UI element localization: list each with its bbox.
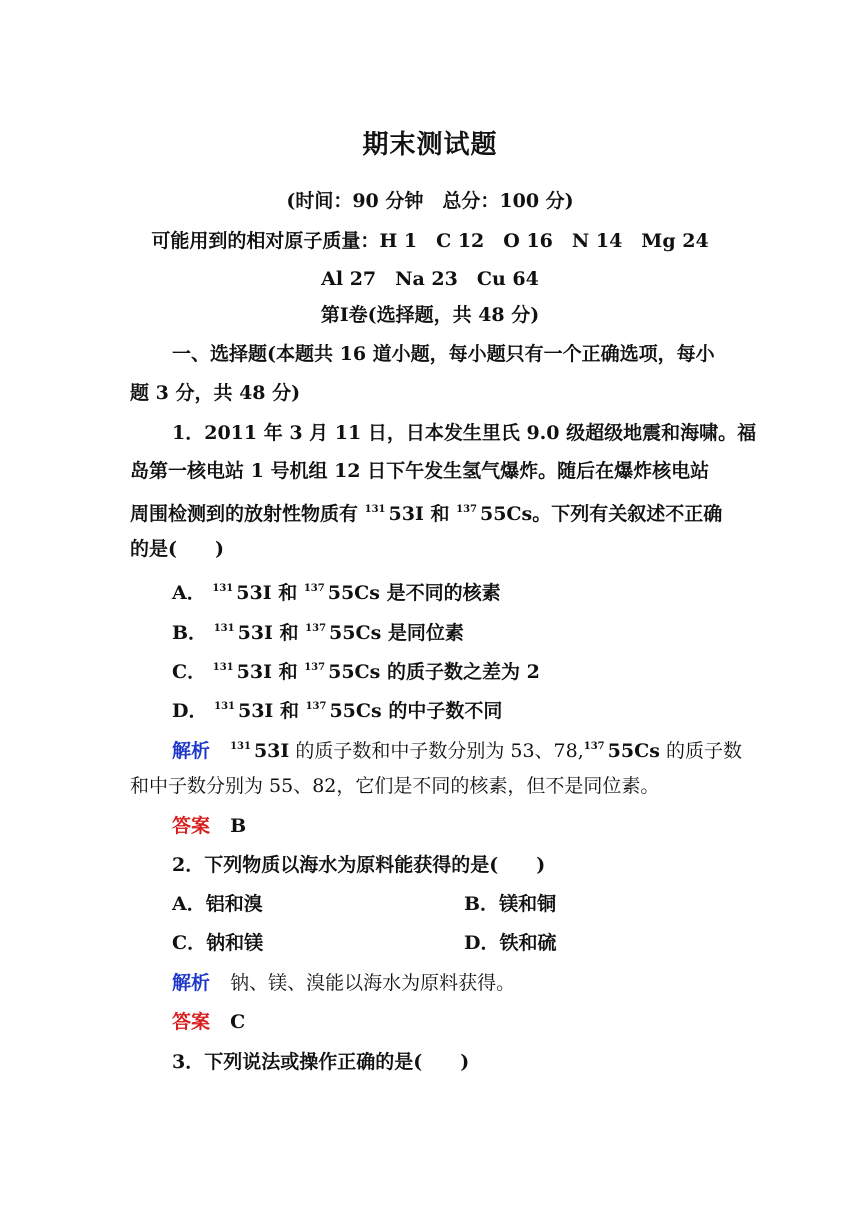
- section-heading-line-1: 一、选择题(本题共 16 道小题，每小题只有一个正确选项，每小: [172, 343, 715, 365]
- option-text: 铝和溴: [205, 893, 263, 915]
- q1-option-d[interactable]: [172, 694, 502, 724]
- q1-option-c[interactable]: [172, 655, 540, 685]
- isotope-i-symbol: 53I: [253, 740, 290, 762]
- q2-option-c[interactable]: [172, 930, 263, 956]
- analysis-text-a: 的质子数和中子数分别为 53、78,: [295, 740, 584, 762]
- and-word: 和: [279, 700, 299, 722]
- option-letter: A．: [172, 582, 206, 604]
- option-text: 铁和硫: [499, 932, 557, 954]
- option-letter: D．: [172, 700, 208, 722]
- q1-stem-line-2: 岛第一核电站 1 号机组 12 日下午发生氢气爆炸。随后在爆炸核电站: [130, 460, 710, 482]
- isotope-cs-mass: 137: [305, 701, 327, 712]
- isotope-i-mass: 131: [230, 741, 251, 752]
- analysis-text: 钠、镁、溴能以海水为原料获得。: [230, 972, 516, 994]
- page-title: 期末测试题: [362, 130, 498, 160]
- isotope-cs-mass: 137: [456, 504, 477, 515]
- isotope-i-mass: 131: [212, 662, 234, 673]
- option-letter: B．: [464, 893, 500, 915]
- isotope-i-symbol: 53I: [237, 622, 273, 644]
- q2-option-a[interactable]: [172, 891, 263, 917]
- q1-stem-line-3-text: 周围检测到的放射性物质有: [130, 503, 359, 525]
- section-title: 第Ⅰ卷(选择题，共 48 分): [320, 304, 540, 326]
- isotope-i-symbol: 53I: [236, 661, 272, 683]
- q3-stem: 3．下列说法或操作正确的是( ): [172, 1051, 470, 1073]
- option-letter: C．: [172, 932, 207, 954]
- analysis-label: 解析: [172, 972, 211, 994]
- option-letter: C．: [172, 661, 207, 683]
- option-letter: A．: [172, 893, 206, 915]
- q2-analysis: [172, 970, 515, 996]
- q1-stem-line-1: 1．2011 年 3 月 11 日，日本发生里氏 9.0 级超级地震和海啸。福: [172, 422, 757, 444]
- q2-stem: 2．下列物质以海水为原料能获得的是( ): [172, 854, 546, 876]
- isotope-cs-symbol: 55Cs: [328, 661, 381, 683]
- isotope-i-symbol: 53I: [236, 582, 272, 604]
- isotope-i-mass: 131: [214, 701, 235, 712]
- answer-label: 答案: [172, 1011, 211, 1033]
- exam-time-info: (时间：90 分钟 总分：100 分): [286, 190, 574, 212]
- isotope-cs-mass: 137: [305, 623, 327, 634]
- answer-value: B: [230, 815, 247, 837]
- and-word: 和: [278, 661, 298, 683]
- atomic-mass-line-2: Al 27 Na 23 Cu 64: [321, 268, 539, 290]
- isotope-cs-symbol: 55Cs: [479, 503, 533, 525]
- option-text: 是不同的核素: [386, 582, 501, 604]
- q1-stem-line-3-end: 。下列有关叙述不正确: [532, 503, 723, 525]
- option-letter: B．: [172, 622, 208, 644]
- q1-analysis-line-2: 和中子数分别为 55、82，它们是不同的核素，但不是同位素。: [130, 775, 660, 797]
- option-letter: D．: [464, 932, 500, 954]
- analysis-text-b: 的质子数: [665, 740, 742, 762]
- answer-value: C: [230, 1011, 246, 1033]
- section-heading-line-2: 题 3 分，共 48 分): [130, 382, 301, 404]
- and-word: 和: [278, 582, 298, 604]
- q1-option-a[interactable]: [172, 576, 501, 606]
- option-text: 的质子数之差为 2: [386, 661, 540, 683]
- q1-stem-line-3: [130, 497, 722, 527]
- q1-option-b[interactable]: [172, 616, 464, 646]
- answer-label: 答案: [172, 815, 211, 837]
- option-text: 镁和铜: [499, 893, 557, 915]
- q2-option-b[interactable]: [464, 891, 556, 917]
- and-word: 和: [279, 622, 299, 644]
- option-text: 的中子数不同: [388, 700, 503, 722]
- analysis-label: 解析: [172, 740, 211, 762]
- atomic-mass-line-1: 可能用到的相对原子质量：H 1 C 12 O 16 N 14 Mg 24: [151, 230, 709, 252]
- q1-analysis-line-1: [172, 734, 742, 764]
- isotope-cs-mass: 137: [303, 583, 325, 594]
- q1-stem-line-4: 的是( ): [130, 538, 224, 560]
- isotope-cs-symbol: 55Cs: [327, 582, 380, 604]
- isotope-cs-mass: 137: [583, 741, 605, 752]
- isotope-cs-symbol: 55Cs: [329, 622, 382, 644]
- and-word: 和: [430, 503, 450, 525]
- isotope-i-symbol: 53I: [388, 503, 424, 525]
- isotope-cs-symbol: 55Cs: [607, 740, 660, 762]
- isotope-i-mass: 131: [213, 623, 235, 634]
- isotope-i-mass: 131: [364, 504, 386, 515]
- q1-answer: [172, 813, 246, 839]
- option-text: 钠和镁: [206, 932, 264, 954]
- q2-option-d[interactable]: [464, 930, 557, 956]
- q2-answer: [172, 1009, 245, 1035]
- isotope-i-mass: 131: [212, 583, 234, 594]
- isotope-i-symbol: 53I: [237, 700, 274, 722]
- isotope-cs-mass: 137: [304, 662, 326, 673]
- isotope-cs-symbol: 55Cs: [329, 700, 382, 722]
- option-text: 是同位素: [387, 622, 464, 644]
